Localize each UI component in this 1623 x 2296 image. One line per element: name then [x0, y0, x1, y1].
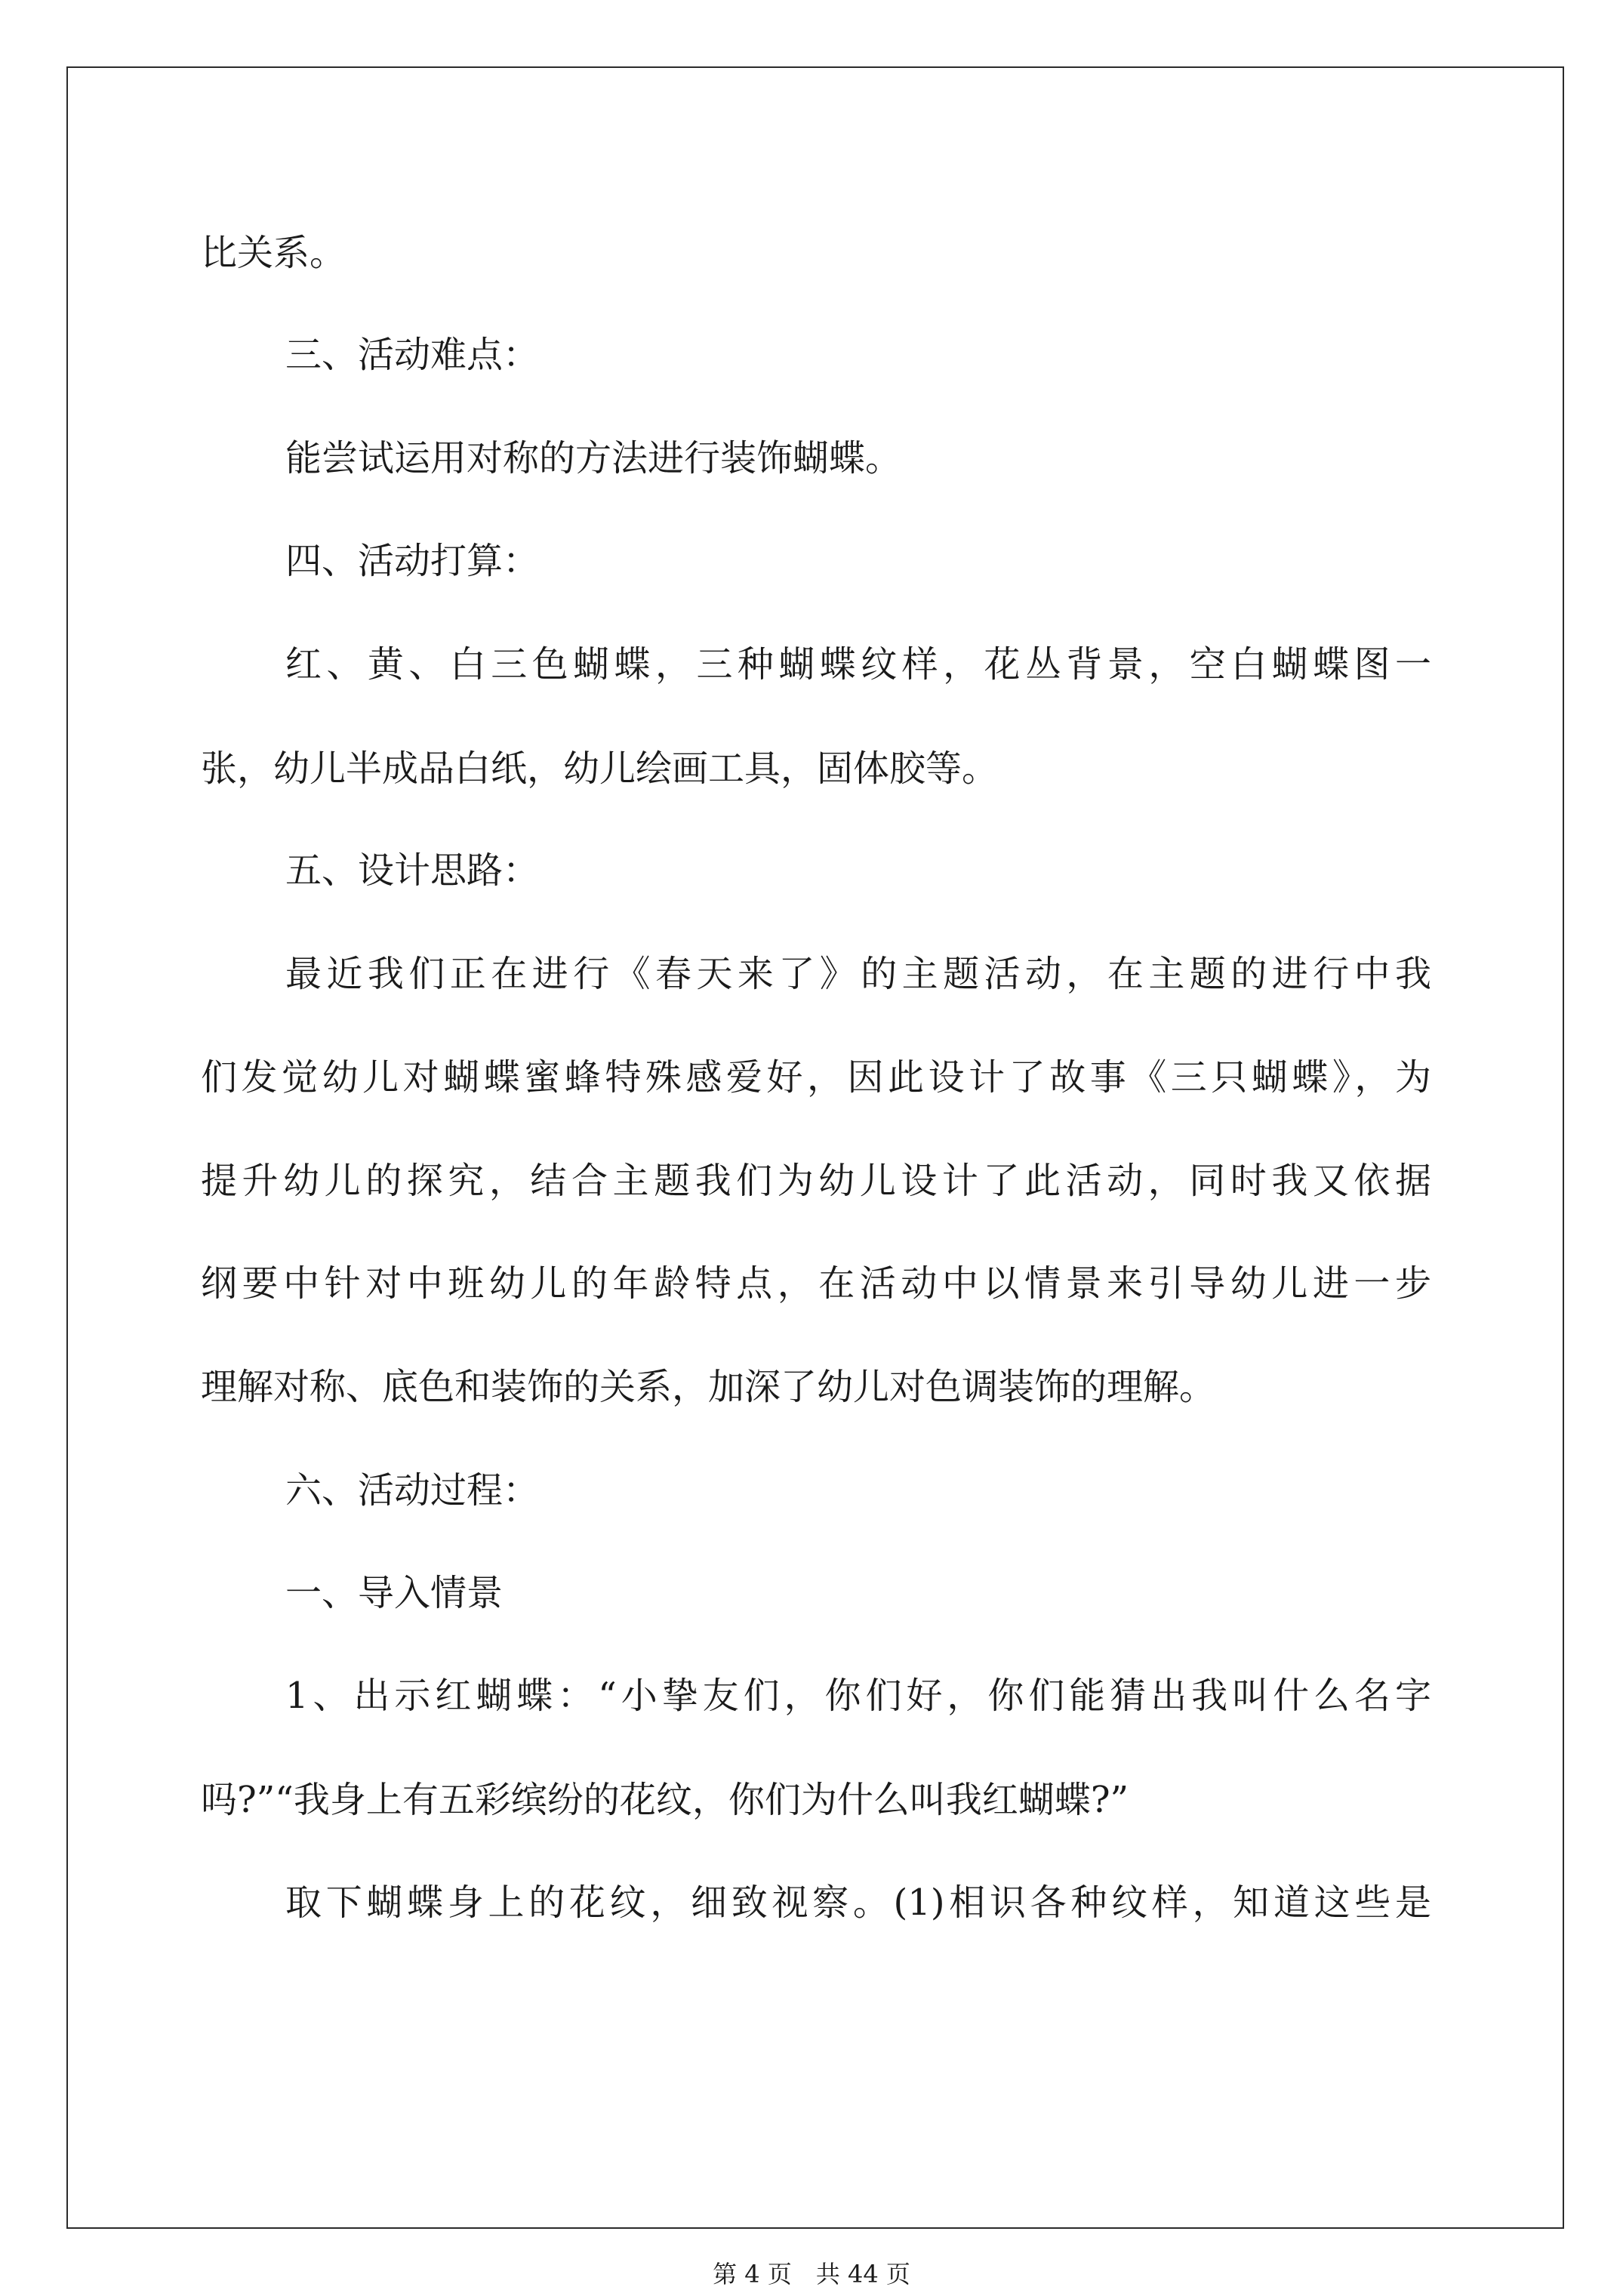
text-line: 提升幼儿的探究，结合主题我们为幼儿设计了此活动，同时我又依据: [201, 1160, 1431, 1202]
text-line: 最近我们正在进行《春天来了》的主题活动，在主题的进行中我: [285, 953, 1431, 995]
text-line: 比关系。: [201, 232, 346, 274]
text-line: 能尝试运用对称的方法进行装饰蝴蝶。: [285, 437, 902, 479]
section-heading: 一、导入情景: [285, 1572, 504, 1614]
text-line: 们发觉幼儿对蝴蝶蜜蜂特殊感爱好，因此设计了故事《三只蝴蝶》，为: [201, 1056, 1431, 1099]
page-number: 第 4 页 共 44 页: [713, 2260, 910, 2288]
section-heading: 四、活动打算：: [285, 540, 540, 582]
text-line: 取下蝴蝶身上的花纹，细致视察。(1)相识各种纹样，知道这些是: [285, 1881, 1431, 1924]
text-line: 1、出示红蝴蝶：“小挚友们，你们好，你们能猜出我叫什么名字: [285, 1675, 1431, 1717]
text-line: 吗?”“我身上有五彩缤纷的花纹，你们为什么叫我红蝴蝶?”: [201, 1779, 1129, 1821]
section-heading: 五、设计思路：: [285, 849, 540, 892]
text-line: 理解对称、底色和装饰的关系，加深了幼儿对色调装饰的理解。: [201, 1366, 1216, 1408]
text-line: 纲要中针对中班幼儿的年龄特点，在活动中以情景来引导幼儿进一步: [201, 1262, 1431, 1305]
text-line: 红、黄、白三色蝴蝶，三种蝴蝶纹样，花丛背景，空白蝴蝶图一: [285, 643, 1431, 686]
section-heading: 三、活动难点：: [285, 334, 540, 376]
text-line: 张，幼儿半成品白纸，幼儿绘画工具，固体胶等。: [201, 747, 999, 790]
section-heading: 六、活动过程：: [285, 1469, 540, 1512]
